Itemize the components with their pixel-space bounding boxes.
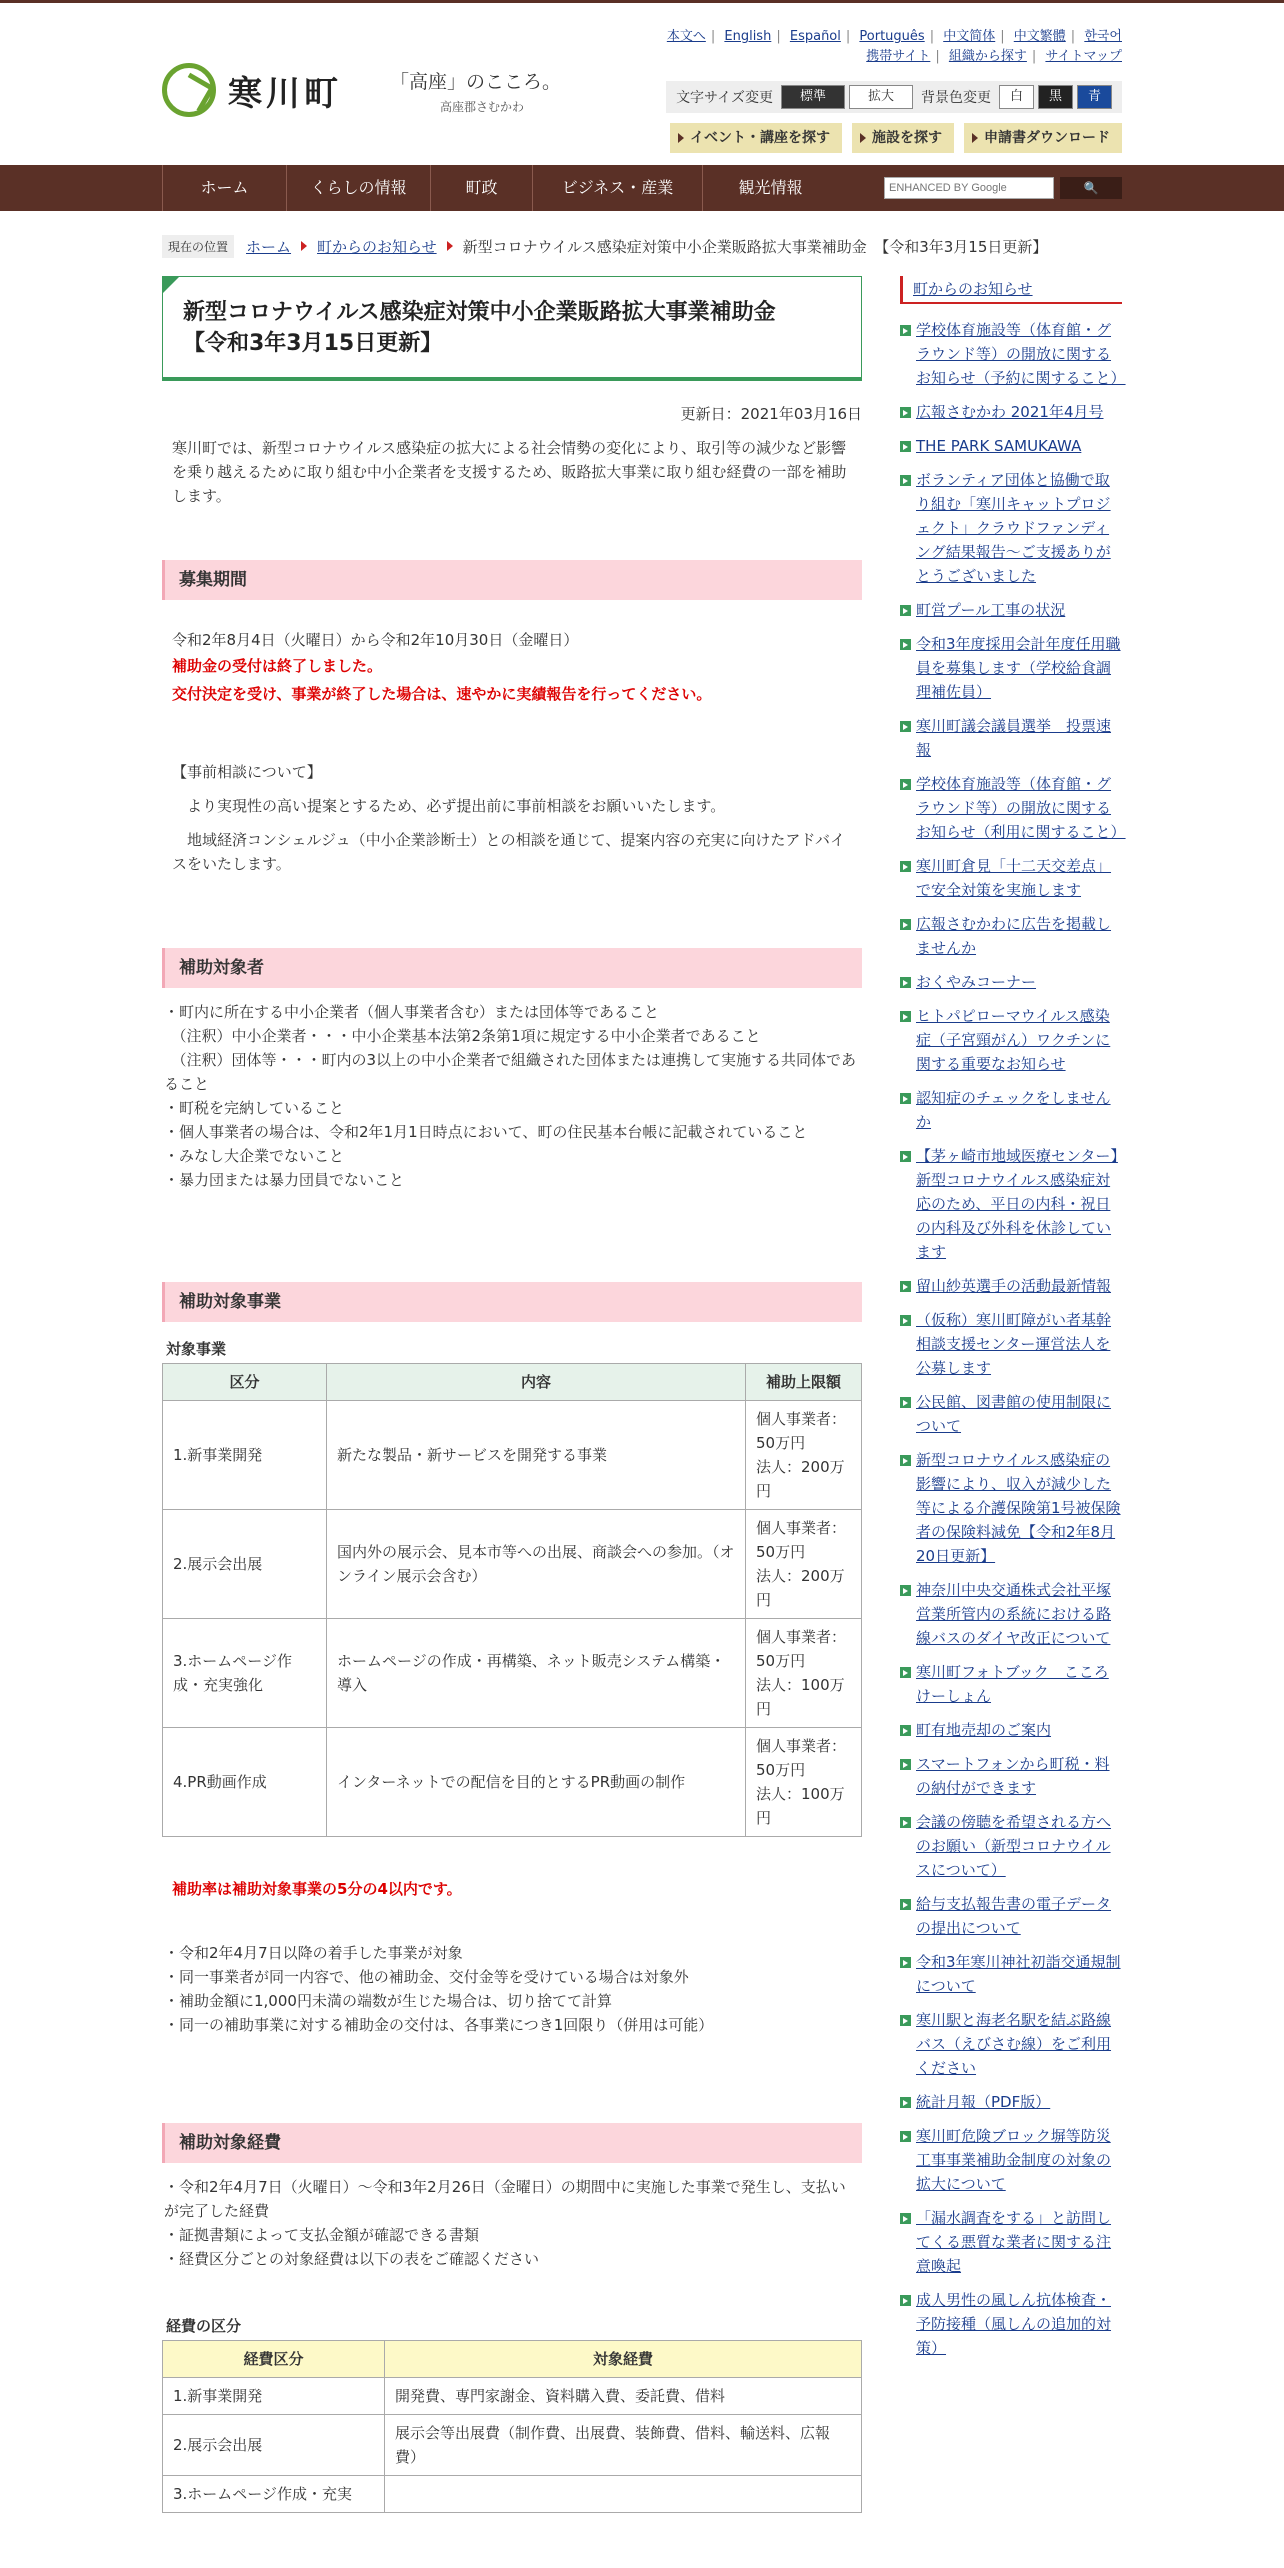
section-heading-period: 募集期間 <box>162 560 862 600</box>
eligible-item: （注釈）団体等・・・町内の3以上の中小企業者で組織された団体または連携して実施する共同体であること <box>164 1051 857 1093</box>
sidebar-item-link[interactable]: 町有地売却のご案内 <box>916 1721 1052 1739</box>
table-cell: 2.展示会出展 <box>163 2415 385 2476</box>
sidebar-item-link[interactable]: （仮称）寒川町障がい者基幹相談支援センター運営法人を公募します <box>916 1311 1112 1377</box>
notice-closed: 補助金の受付は終了しました。 <box>172 657 383 675</box>
site-search <box>884 177 1122 199</box>
tagline-sub: 高座郡さむかわ <box>440 100 525 114</box>
sidebar-item[interactable] <box>900 1004 1122 1076</box>
consult-heading: 【事前相談について】 <box>172 763 322 781</box>
eligible-item: ・町税を完納していること <box>164 1099 345 1117</box>
sidebar-item[interactable] <box>900 1086 1122 1134</box>
sidebar <box>900 276 1126 2370</box>
eligible-item: ・個人事業者の場合は、令和2年1月1日時点において、町の住民基本台帳に記載されていること <box>164 1123 808 1141</box>
sidebar-item[interactable] <box>900 2090 1122 2114</box>
breadcrumb-home[interactable]: ホーム <box>246 237 292 256</box>
breadcrumb-label: 現在の位置 <box>162 235 234 258</box>
sidebar-item-link[interactable]: 広報さむかわ 2021年4月号 <box>916 403 1104 421</box>
bg-black-button[interactable]: 黒 <box>1038 85 1073 109</box>
sidebar-item-link[interactable]: 新型コロナウイルス感染症の影響により、収入が減少した等による介護保険第1号被保険者の保険料減免【令和2年8月20日更新】 <box>916 1451 1121 1565</box>
table-header: 対象経費 <box>385 2341 862 2378</box>
project-notes <box>162 1941 862 2037</box>
sidebar-item[interactable] <box>900 468 1122 588</box>
quick-links <box>660 123 1122 153</box>
sidebar-item-link[interactable]: 給与支払報告書の電子データの提出について <box>916 1895 1112 1937</box>
font-size-large-button[interactable]: 拡大 <box>849 85 913 109</box>
sidebar-title[interactable] <box>900 276 1122 304</box>
updated-date: 更新日：2021年03月16日 <box>680 405 862 423</box>
sidebar-item-link[interactable]: 寒川駅と海老名駅を結ぶ路線バス（えびさむ線）をご利用ください <box>916 2011 1112 2077</box>
global-nav <box>0 165 1284 211</box>
sidebar-item[interactable] <box>900 1810 1122 1882</box>
sidebar-item[interactable] <box>900 912 1122 960</box>
sidebar-item[interactable] <box>900 854 1122 902</box>
link-search-by-organization[interactable]: 組織から探す <box>948 49 1027 64</box>
nav-item-home[interactable]: ホーム <box>162 165 286 211</box>
link-chinese-traditional[interactable]: 中文繁體 <box>1013 29 1066 44</box>
sidebar-item[interactable] <box>900 1144 1122 1264</box>
tagline <box>390 67 561 115</box>
projects-table <box>162 1363 862 1837</box>
eligible-item: ・暴力団または暴力団員でないこと <box>164 1171 405 1189</box>
sidebar-item[interactable] <box>900 2124 1122 2196</box>
town-emblem-icon <box>162 63 216 117</box>
table-cell: 個人事業者：50万円 法人：200万円 <box>746 1401 862 1510</box>
sidebar-item-link[interactable]: スマートフォンから町税・料の納付ができます <box>916 1755 1110 1797</box>
site-header <box>162 3 1122 165</box>
main-content <box>162 276 862 2513</box>
sidebar-item-link[interactable]: 広報さむかわに広告を掲載しませんか <box>916 915 1112 957</box>
sidebar-item[interactable] <box>900 1448 1122 1568</box>
breadcrumb-arrow-icon <box>301 241 307 251</box>
accessibility-bar <box>666 81 1122 113</box>
table-cell: 個人事業者：50万円 法人：100万円 <box>746 1728 862 1837</box>
quick-link-facilities[interactable]: 施設を探す <box>852 123 954 153</box>
expense-item: ・証拠書類によって支払金額が確認できる書類 <box>164 2226 480 2244</box>
sidebar-item[interactable] <box>900 1950 1122 1998</box>
sidebar-item[interactable] <box>900 400 1122 424</box>
table-cell: ホームページの作成・再構築、ネット販売システム構築・導入 <box>327 1619 746 1728</box>
bg-blue-button[interactable]: 青 <box>1077 85 1112 109</box>
breadcrumb <box>162 211 1122 261</box>
sidebar-item-link[interactable]: 統計月報（PDF版） <box>916 2093 1051 2111</box>
table-row <box>163 2415 862 2476</box>
table-cell: 国内外の展示会、見本市等への出展、商談会への参加。（オンライン展示会含む） <box>327 1510 746 1619</box>
sidebar-item[interactable] <box>900 1718 1122 1742</box>
sidebar-item[interactable] <box>900 434 1122 458</box>
table-header: 内容 <box>327 1364 746 1401</box>
link-spanish[interactable]: Español <box>789 29 841 44</box>
quick-link-events[interactable]: イベント・講座を探す <box>670 123 842 153</box>
consult-text-1: より実現性の高い提案とするため、必ず提出前に事前相談をお願いいたします。 <box>172 797 726 815</box>
table-cell: 3.ホームページ作成・充実 <box>163 2476 385 2513</box>
sidebar-item-link[interactable]: 「漏水調査をする」と訪問してくる悪質な業者に関する注意喚起 <box>916 2209 1112 2275</box>
sidebar-item[interactable] <box>900 2288 1122 2360</box>
search-input[interactable] <box>884 177 1054 199</box>
consult-text-2: 地域経済コンシェルジュ（中小企業診断士）との相談を通じて、提案内容の充実に向けたアドバイスをいたします。 <box>172 831 846 873</box>
table-header-row <box>163 2341 862 2378</box>
table-cell: 個人事業者：50万円 法人：100万円 <box>746 1619 862 1728</box>
language-links: 本文へ | English | Español | Português | 中文简体 | 中文繁體 | 한국어 携帯サイト | 組織から探す | サイトマップ <box>666 29 1122 64</box>
eligible-item: ・みなし大企業でないこと <box>164 1147 345 1165</box>
sidebar-item-link[interactable]: 神奈川中央交通株式会社平塚営業所管内の系統における路線バスのダイヤ改正について <box>916 1581 1112 1647</box>
logo-text: 寒川町 <box>228 73 342 114</box>
note-item: ・令和2年4月7日以降の着手した事業が対象 <box>164 1944 463 1962</box>
expense-list <box>162 2175 862 2271</box>
sidebar-item[interactable] <box>900 1892 1122 1940</box>
note-item: ・補助金額に1,000円未満の端数が生じた場合は、切り捨てて計算 <box>164 1992 612 2010</box>
sidebar-item-link[interactable]: 成人男性の風しん抗体検査・予防接種（風しんの追加的対策） <box>916 2291 1112 2357</box>
notice-report: 交付決定を受け、事業が終了した場合は、速やかに実績報告を行ってください。 <box>172 685 712 703</box>
sidebar-item[interactable] <box>900 1752 1122 1800</box>
sidebar-item-link[interactable]: 令和3年度採用会計年度任用職員を募集します（学校給食調理補佐員） <box>916 635 1121 701</box>
intro-text: 寒川町では、新型コロナウイルス感染症の拡大による社会情勢の変化により、取引等の減少など影響を乗り越えるために取り組む中小企業者を支援するため、販路拡大事業に取り組む経費の一部を補助します。 <box>172 439 847 505</box>
table-cell <box>385 2476 862 2513</box>
sidebar-item[interactable] <box>900 632 1122 704</box>
table-cell: インターネットでの配信を目的とするPR動画の制作 <box>327 1728 746 1837</box>
table-cell: 2.展示会出展 <box>163 1510 327 1619</box>
bg-color-label: 背景色変更 <box>920 90 991 106</box>
link-mobile-site[interactable]: 携帯サイト <box>866 49 931 64</box>
expense-item: ・令和2年4月7日（火曜日）～令和3年2月26日（金曜日）の期間中に実施した事業で発生し、支払いが完了した経費 <box>164 2178 846 2220</box>
expense-item: ・経費区分ごとの対象経費は以下の表をご確認ください <box>164 2250 540 2268</box>
sidebar-item[interactable] <box>900 598 1122 622</box>
eligible-item: （注釈）中小企業者・・・中小企業基本法第2条第1項に規定する中小企業者であること <box>164 1027 761 1045</box>
table-cell: 1.新事業開発 <box>163 1401 327 1510</box>
table-row <box>163 1619 862 1728</box>
sidebar-item-link[interactable]: 寒川町議会議員選挙 投票速報 <box>916 717 1112 759</box>
table-row <box>163 1728 862 1837</box>
sidebar-item[interactable] <box>900 318 1126 390</box>
eligible-list <box>162 1000 862 1192</box>
sidebar-item-link[interactable]: 認知症のチェックをしませんか <box>916 1089 1111 1131</box>
page-title-line1: 新型コロナウイルス感染症対策中小企業販路拡大事業補助金 <box>183 300 776 325</box>
bg-white-button[interactable]: 白 <box>999 85 1034 109</box>
sidebar-item-link[interactable]: おくやみコーナー <box>916 973 1037 991</box>
sidebar-item[interactable] <box>900 1390 1122 1438</box>
link-sitemap[interactable]: サイトマップ <box>1045 49 1122 64</box>
sidebar-item[interactable] <box>900 2008 1122 2080</box>
table-row <box>163 1510 862 1619</box>
font-size-label: 文字サイズ変更 <box>676 90 773 106</box>
sidebar-item[interactable] <box>900 714 1122 762</box>
sidebar-item-link[interactable]: 公民館、図書館の使用制限について <box>916 1393 1112 1435</box>
period-text: 令和2年8月4日（火曜日）から令和2年10月30日（金曜日） <box>172 631 579 649</box>
table-row <box>163 1401 862 1510</box>
expense-subheading: 経費の区分 <box>166 2317 242 2335</box>
table-row <box>163 2476 862 2513</box>
link-skip-to-content[interactable]: 本文へ <box>666 29 706 44</box>
table-cell: 4.PR動画作成 <box>163 1728 327 1837</box>
eligible-item: ・町内に所在する中小企業者（個人事業者含む）または団体等であること <box>164 1003 660 1021</box>
page-title-line2: 【令和3年3月15日更新】 <box>183 331 443 356</box>
subsidy-rate-notice: 補助率は補助対象事業の5分の4以内です。 <box>172 1880 462 1898</box>
sidebar-title-link[interactable]: 町からのお知らせ <box>913 280 1033 298</box>
sidebar-item-link[interactable]: 会議の傍聴を希望される方へのお願い（新型コロナウイルスについて） <box>916 1813 1112 1879</box>
nav-item-town-government[interactable]: 町政 <box>430 165 532 211</box>
table-header: 補助上限額 <box>746 1364 862 1401</box>
table-cell: 個人事業者：50万円 法人：200万円 <box>746 1510 862 1619</box>
section-heading-eligible: 補助対象者 <box>162 948 862 988</box>
section-heading-projects: 補助対象事業 <box>162 1282 862 1322</box>
table-row <box>163 2378 862 2415</box>
expense-table <box>162 2340 862 2513</box>
sidebar-item[interactable] <box>900 1578 1122 1650</box>
nav-item-business[interactable]: ビジネス・産業 <box>532 165 702 211</box>
table-cell: 新たな製品・新サービスを開発する事業 <box>327 1401 746 1510</box>
sidebar-item[interactable] <box>900 2206 1122 2278</box>
nav-item-tourism[interactable]: 観光情報 <box>702 165 838 211</box>
page-title <box>162 276 862 381</box>
font-size-standard-button[interactable]: 標準 <box>781 85 845 109</box>
sidebar-item-link[interactable]: THE PARK SAMUKAWA <box>916 437 1082 455</box>
tagline-main: 「高座」のこころ。 <box>390 71 562 93</box>
breadcrumb-current: 新型コロナウイルス感染症対策中小企業販路拡大事業補助金 【令和3年3月15日更新】 <box>462 237 1048 256</box>
projects-subheading: 対象事業 <box>166 1340 227 1358</box>
link-korean[interactable]: 한국어 <box>1084 29 1122 44</box>
sidebar-item[interactable] <box>900 1274 1122 1298</box>
note-item: ・同一事業者が同一内容で、他の補助金、交付金等を受けている場合は対象外 <box>164 1968 689 1986</box>
breadcrumb-parent[interactable]: 町からのお知らせ <box>317 237 437 256</box>
sidebar-item-link[interactable]: 【茅ヶ崎市地域医療センター】新型コロナウイルス感染症対応のため、平日の内科・祝日の内科及び外科を休診しています <box>916 1147 1118 1261</box>
sidebar-item[interactable] <box>900 970 1122 994</box>
search-button[interactable]: 🔍 <box>1060 177 1122 199</box>
sidebar-item-link[interactable]: 町営プール工事の状況 <box>916 601 1066 619</box>
breadcrumb-arrow-icon <box>447 241 453 251</box>
table-cell: 展示会等出展費（制作費、出展費、装飾費、借料、輸送料、広報費） <box>385 2415 862 2476</box>
table-header-row <box>163 1364 862 1401</box>
site-logo[interactable] <box>162 63 342 117</box>
sidebar-item-link[interactable]: ヒトパピローマウイルス感染症（子宮頸がん）ワクチンに関する重要なお知らせ <box>916 1007 1111 1073</box>
sidebar-list <box>900 318 1126 2360</box>
sidebar-item[interactable] <box>900 772 1126 844</box>
sidebar-item[interactable] <box>900 1308 1122 1380</box>
sidebar-item[interactable] <box>900 1660 1122 1708</box>
link-english[interactable]: English <box>724 29 772 44</box>
link-portuguese[interactable]: Português <box>859 29 925 44</box>
sidebar-item-link[interactable]: ボランティア団体と協働で取り組む「寒川キャットプロジェクト」クラウドファンディング結果報告～ご支援ありがとうございました <box>916 471 1111 585</box>
table-header: 区分 <box>163 1364 327 1401</box>
link-chinese-simplified[interactable]: 中文简体 <box>943 29 996 44</box>
nav-item-living[interactable]: くらしの情報 <box>286 165 430 211</box>
sidebar-item-link[interactable]: 寒川町倉見「十二天交差点」で安全対策を実施します <box>916 857 1112 899</box>
sidebar-item-link[interactable]: 寒川町フォトブック こころけーしょん <box>916 1663 1109 1705</box>
note-item: ・同一の補助事業に対する補助金の交付は、各事業につき1回限り（併用は可能） <box>164 2016 714 2034</box>
sidebar-item-link[interactable]: 寒川町危険ブロック塀等防災工事事業補助金制度の対象の拡大について <box>916 2127 1112 2193</box>
sidebar-item-link[interactable]: 留山紗英選手の活動最新情報 <box>916 1277 1112 1295</box>
table-cell: 1.新事業開発 <box>163 2378 385 2415</box>
quick-link-forms[interactable]: 申請書ダウンロード <box>964 123 1122 153</box>
table-cell: 開発費、専門家謝金、資料購入費、委託費、借料 <box>385 2378 862 2415</box>
sidebar-item-link[interactable]: 学校体育施設等（体育館・グラウンド等）の開放に関するお知らせ（利用に関すること） <box>916 775 1126 841</box>
section-heading-expenses: 補助対象経費 <box>162 2123 862 2163</box>
table-header: 経費区分 <box>163 2341 385 2378</box>
table-cell: 3.ホームページ作成・充実強化 <box>163 1619 327 1728</box>
sidebar-item-link[interactable]: 令和3年寒川神社初詣交通規制について <box>916 1953 1121 1995</box>
sidebar-item-link[interactable]: 学校体育施設等（体育館・グラウンド等）の開放に関するお知らせ（予約に関すること） <box>916 321 1126 387</box>
